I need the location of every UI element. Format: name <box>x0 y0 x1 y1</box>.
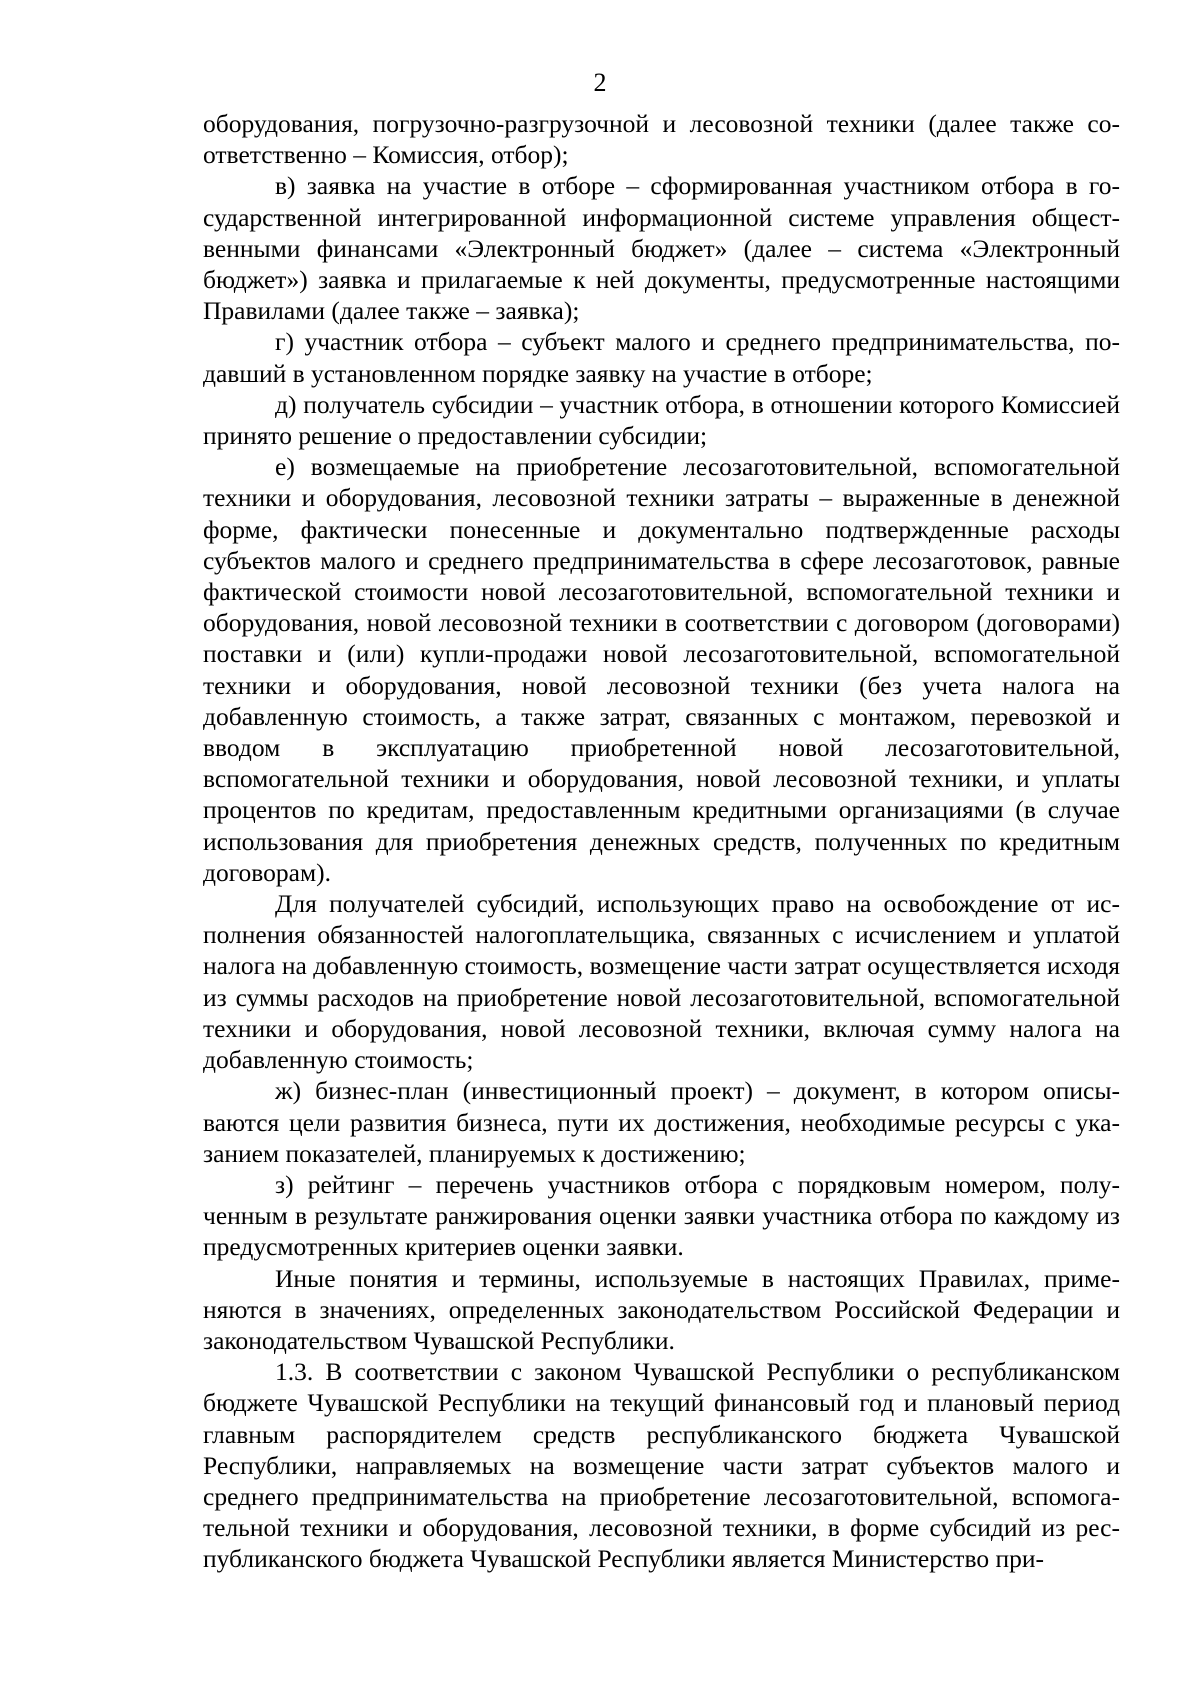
paragraph-item-e: е) возмещаемые на приобретение лесозаготовительной, вспомогательной техники и оборудования, лесовозной техники затраты – выраженные в денежной форме, фактически понесенные и документально подтвержденные расходы субъектов малого и среднего предпринимательства в сфере лесозаготовок, равные фактической стоимости новой лесозаготовительной, вспомогательной техники и оборудования, новой лесовозной техники в соответствии с договором (договорами) поставки и (или) купли-продажи новой лесозаготовительной, вспомогательной техники и оборудования, новой лесовозной техники (без учета налога на добавленную стоимость, а также затрат, связанных с монтажом, перевозкой и вводом в эксплуатацию приобретенной новой лесозаготовительной, вспомогательной техники и оборудования, новой лесовозной техники, и уплаты процентов по кредитам, предоставленным кредитными организациями (в случае использования для приобретения денежных средств, полученных по кредитным договорам). <box>203 452 1120 887</box>
paragraph-item-g: г) участник отбора – субъект малого и среднего предпринимательства, подавший в установленном порядке заявку на участие в отборе; <box>203 327 1120 388</box>
paragraph-item-d: д) получатель субсидии – участник отбора, в отношении которого Комиссией принято решение о предоставлении субсидии; <box>203 389 1120 451</box>
document-body <box>203 108 1120 1575</box>
paragraph-item-zh: ж) бизнес-план (инвестиционный проект) – документ, в котором описываются цели развития бизнеса, пути их достижения, необходимые ресурсы с указанием показателей, планируемых к достижению; <box>203 1076 1120 1168</box>
paragraph-section-1-3: 1.3. В соответствии с законом Чувашской Республики о республиканском бюджете Чувашской Республики на текущий финансовый год и плановый период главным распорядителем средств республиканского бюджета Чувашской Республики, направляемых на возмещение части затрат субъектов малого и среднего предпринимательства на приобретение лесозаготовительной, вспомогательной техники и оборудования, лесовозной техники, в форме субсидий из республиканского бюджета Чувашской Республики является Министерство при- <box>203 1357 1120 1574</box>
paragraph-item-v: в) заявка на участие в отборе – сформированная участником отбора в государственной интегрированной информационной системе управления общественными финансами «Электронный бюджет» (далее – система «Электронный бюджет») заявка и прилагаемые к ней документы, предусмотренные настоящими Правилами (далее также – заявка); <box>203 171 1120 326</box>
paragraph-other-terms: Иные понятия и термины, используемые в настоящих Правилах, применяются в значениях, определенных законодательством Российской Федерации и законодательством Чувашской Республики. <box>203 1263 1120 1355</box>
paragraph-item-z: з) рейтинг – перечень участников отбора с порядковым номером, полученным в результате ранжирования оценки заявки участника отбора по каждому из предусмотренных критериев оценки заявки. <box>203 1169 1120 1262</box>
paragraph-vat-note: Для получателей субсидий, использующих право на освобождение от исполнения обязанностей налогоплательщика, связанных с исчислением и уплатой налога на добавленную стоимость, возмещение части затрат осуществляется исходя из суммы расходов на приобретение новой лесозаготовительной, вспомогательной техники и оборудования, новой лесовозной техники, включая сумму налога на добавленную стоимость; <box>203 889 1120 1075</box>
paragraph-continuation: оборудования, погрузочно-разгрузочной и лесовозной техники (далее также соответственно – Комиссия, отбор); <box>203 109 1120 170</box>
page-number: 2 <box>593 68 607 97</box>
